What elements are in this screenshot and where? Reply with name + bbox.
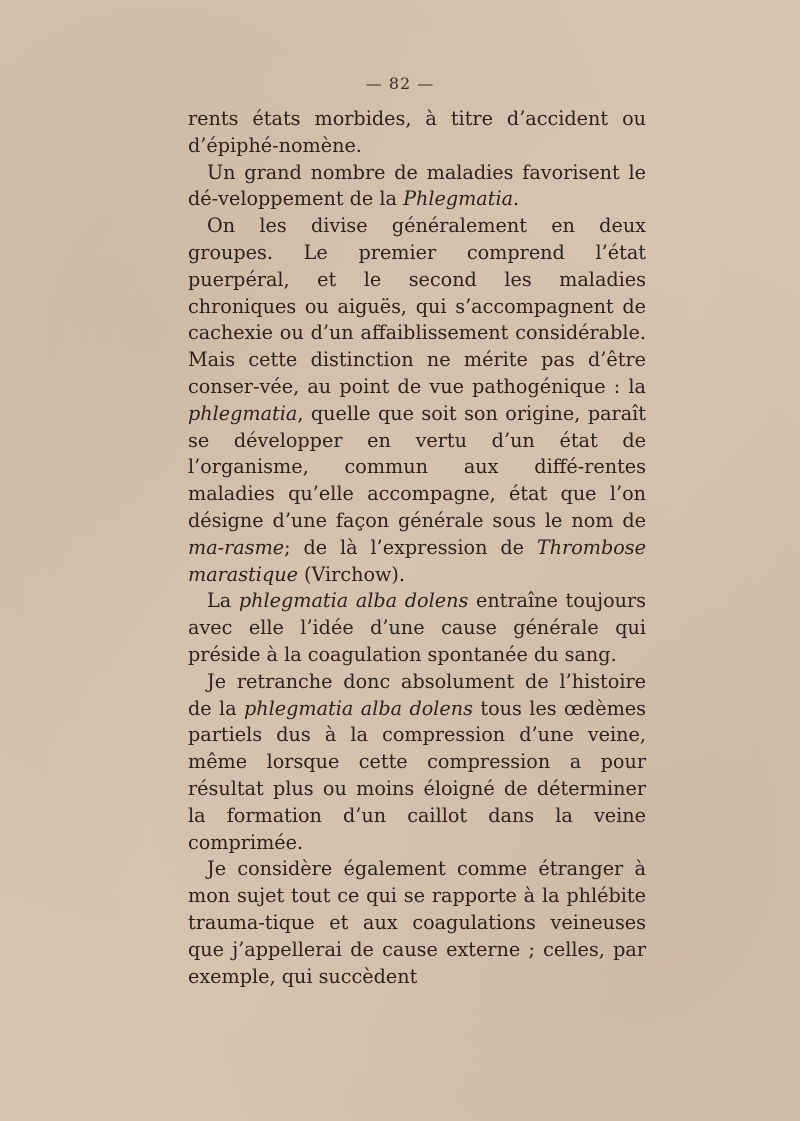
- paragraph-4: [188, 588, 646, 668]
- body-text: [188, 106, 646, 990]
- italic-term: Phlegmatia: [403, 187, 514, 211]
- italic-term: phlegmatia alba dolens: [238, 589, 469, 613]
- paragraph-3: [188, 213, 646, 588]
- paragraph-1: [188, 106, 646, 160]
- italic-term: phlegmatia alba dolens: [244, 696, 473, 720]
- paragraph-6: [188, 856, 646, 990]
- paragraph-5: [188, 669, 646, 857]
- text-segment: rents états morbides, à titre d’accident ou d’épiphé-nomène.: [188, 107, 646, 157]
- italic-term: ma-rasme: [188, 535, 285, 559]
- text-segment: ; de là l’expression de: [284, 535, 537, 559]
- italic-term: phlegmatia: [188, 401, 298, 425]
- text-segment: On les divise généralement en deux groupes. Le premier comprend l’état puerpéral, et le second les maladies chroniques ou aiguës, qui s’accompagnent de cachexie ou d’un affaiblissement considérable. Mais cette distinction ne mérite pas d’être conser-vée, au point de vue pathogénique : la: [188, 214, 646, 398]
- text-segment: entraîne toujours avec elle l’idée d’une cause générale qui préside à la coagulation spontanée du sang.: [188, 589, 646, 666]
- text-segment: La: [207, 589, 239, 613]
- text-segment: Je retranche donc absolument de l’histoire de la: [188, 669, 646, 720]
- text-segment: tous les œdèmes partiels dus à la compression d’une veine, même lorsque cette compression a pour résultat plus ou moins éloigné de déterminer la formation d’un caillot dans la veine comprimée.: [188, 696, 646, 854]
- text-segment: Je considère également comme étranger à mon sujet tout ce qui se rapporte à la phlébite trauma-tique et aux coagulations veineuses que j’appellerai de cause externe ; celles, par exemple, qui succèdent: [188, 857, 646, 988]
- text-segment: Un grand nombre de maladies favorisent le dé-veloppement de la: [188, 160, 646, 211]
- text-segment: , quelle que soit son origine, paraît se développer en vertu d’un état de l’organisme, commun aux diffé-rentes maladies qu’elle accompagne, état que l’on désigne d’une façon générale sous le nom de: [188, 401, 646, 532]
- italic-term: Thrombose marastique: [188, 535, 646, 586]
- text-segment: .: [513, 187, 520, 211]
- paragraph-2: [188, 160, 646, 214]
- page-number: — 82 —: [365, 74, 435, 93]
- text-segment: (Virchow).: [297, 562, 406, 586]
